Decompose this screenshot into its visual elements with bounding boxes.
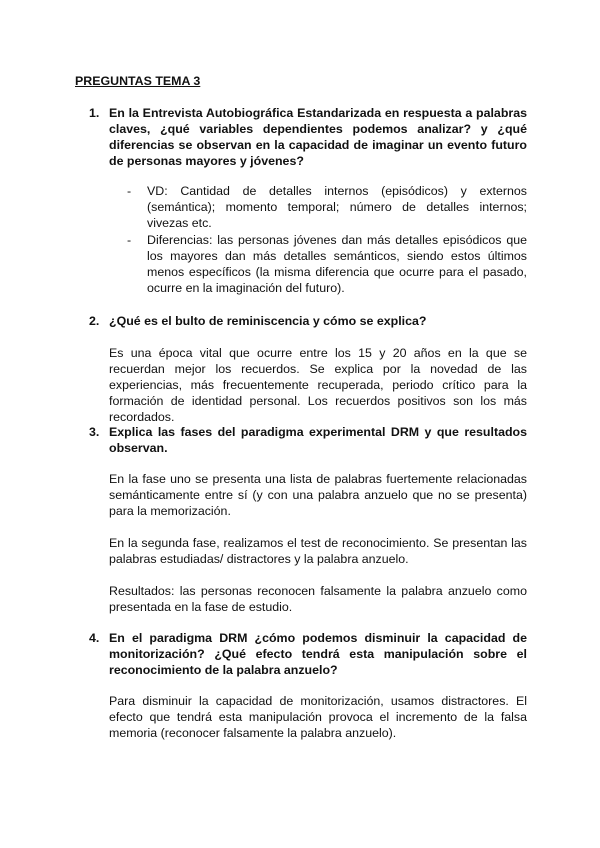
answer-paragraph: En la segunda fase, realizamos el test de reconocimiento. Se presentan las palabras estudiadas/ distractores y la palabra anzuelo. [109,536,527,566]
question-4 [89,630,527,678]
question-text: Explica las fases del paradigma experimental DRM y que resultados observan. [109,425,527,455]
answer-paragraph: Para disminuir la capacidad de monitorización, usamos distractores. El efecto que tendrá esta manipulación provoca el incremento de la falsa memoria (reconocer falsamente la palabra anzuelo). [109,694,527,740]
answer-paragraph: En la fase uno se presenta una lista de palabras fuertemente relacionadas semánticamente entre sí (y con una palabra anzuelo que no se presenta) para la memorización. [109,472,527,518]
question-number: 2. [89,314,100,328]
question-number: 4. [89,631,100,645]
question-2 [89,313,527,329]
bullet-dash: - [127,233,132,247]
document-title: PREGUNTAS TEMA 3 [75,74,201,88]
bullet-item [127,232,527,296]
answer-paragraph: Resultados: las personas reconocen falsamente la palabra anzuelo como presentada en la fase de estudio. [109,584,527,614]
question-1 [89,105,527,169]
question-number: 1. [89,106,100,120]
question-text: En el paradigma DRM ¿cómo podemos disminuir la capacidad de monitorización? ¿Qué efecto tendrá esta manipulación sobre el reconocimiento de la palabra anzuelo? [109,631,527,677]
bullet-item [127,183,527,231]
question-text: En la Entrevista Autobiográfica Estandarizada en respuesta a palabras claves, ¿qué variables dependientes podemos analizar? y ¿qué diferencias se observan en la capacidad de imaginar un evento futuro de personas mayores y jóvenes? [109,106,527,168]
question-3 [89,424,527,456]
question-text: ¿Qué es el bulto de reminiscencia y cómo se explica? [109,314,427,328]
bullet-text: Diferencias: las personas jóvenes dan más detalles episódicos que los mayores dan más detalles semánticos, siendo estos últimos menos específicos (la misma diferencia que ocurre para el pasado, ocurre en la imaginación del futuro). [147,233,527,295]
bullet-dash: - [127,184,132,198]
question-number: 3. [89,425,100,439]
bullet-text: VD: Cantidad de detalles internos (episódicos) y externos (semántica); momento temporal; número de detalles internos; vivezas etc. [147,184,527,230]
answer-paragraph: Es una época vital que ocurre entre los 15 y 20 años en la que se recuerdan mejor los recuerdos. Se explica por la novedad de las experiencias, más frecuentemente recuperada, periodo crítico para la formación de identidad personal. Los recuerdos positivos son los más recordados. [109,346,527,424]
